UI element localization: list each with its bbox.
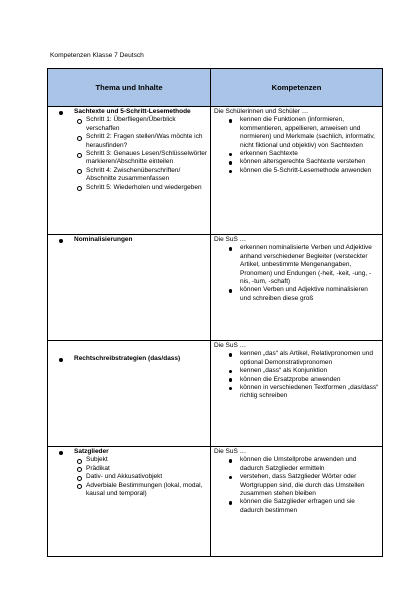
circle-bullet-icon: [77, 119, 82, 124]
topic-label: Sachtexte und 5-Schritt-Lesemethode: [74, 108, 191, 115]
subitem-text: Schritt 3: Genaues Lesen/Schlüsselwörter markieren/Abschnitte einteilen: [86, 150, 208, 166]
topic-item: [50, 236, 208, 244]
bullet-icon: [59, 451, 63, 455]
list-item: [50, 482, 208, 499]
topic-label: Satzglieder: [74, 448, 109, 455]
bullet-icon: [229, 289, 232, 292]
list-item: [213, 384, 380, 401]
list-item: [213, 150, 380, 158]
bullet-icon: [229, 501, 232, 504]
subitem-text: Schritt 1: Überfliegen/Überblick verschaffen: [86, 116, 176, 132]
list-item: [50, 150, 208, 167]
list-item: [213, 367, 380, 375]
subitem-text: Schritt 4: Zwischenüberschriften/ Abschnitte zusammenfassen: [86, 166, 181, 183]
competency-text: können die Umstellprobe anwenden und dadurch Satzglieder ermitteln: [240, 456, 357, 472]
topic-label: Rechtschreibstrategien (das/dass): [74, 355, 181, 362]
list-item: [213, 244, 380, 286]
list-item: [213, 376, 380, 384]
topic-cell: [48, 107, 211, 235]
list-item: [50, 465, 208, 473]
topic-item: [50, 355, 208, 363]
list-item: [50, 116, 208, 133]
competency-text: können die Satzglieder erfragen und sie dadurch bestimmen: [240, 498, 355, 514]
subitem-list: [50, 116, 208, 192]
competency-intro: Die Schülerinnen und Schüler …: [214, 108, 309, 115]
competency-text: kennen „dass“ als Konjunktion: [240, 367, 328, 375]
bullet-icon: [229, 161, 232, 164]
list-item: [50, 184, 208, 192]
bullet-icon: [229, 247, 232, 250]
bullet-icon: [229, 459, 232, 462]
topic-label: Nominalisierungen: [74, 236, 133, 243]
header-topic: Thema und Inhalte: [48, 69, 211, 107]
list-item: [213, 167, 380, 175]
circle-bullet-icon: [77, 136, 82, 141]
circle-bullet-icon: [77, 459, 82, 464]
competency-list: [213, 456, 380, 515]
competency-intro: Die SuS …: [214, 236, 247, 243]
competency-table: [47, 68, 383, 557]
circle-bullet-icon: [77, 484, 82, 489]
competency-text: verstehen, dass Satzglieder Wörter oder Wortgruppen sind, die durch das Umstellen zusammen stehen bleiben: [240, 473, 365, 498]
table-row: [48, 447, 383, 557]
competency-list: [213, 350, 380, 400]
bullet-icon: [229, 370, 232, 373]
bullet-icon: [59, 358, 63, 362]
circle-bullet-icon: [77, 467, 82, 472]
competency-text: kennen „das“ als Artikel, Relativpronomen und optional Demonstrativpronomen: [240, 350, 373, 366]
competency-cell: [211, 235, 383, 341]
subitem-text: Schritt 2: Fragen stellen/Was möchte ich herausfinden?: [86, 133, 203, 149]
list-item: [213, 473, 380, 498]
bullet-icon: [229, 170, 232, 173]
competency-text: können Verben und Adjektive nominalisieren und schreiben diese groß: [240, 286, 368, 302]
competency-list: [213, 244, 380, 303]
list-item: [50, 133, 208, 150]
table-header-row: [48, 69, 383, 107]
bullet-icon: [229, 476, 232, 479]
header-competencies: Kompetenzen: [211, 69, 383, 107]
bullet-icon: [229, 353, 232, 356]
document-title: Kompetenzen Klasse 7 Deutsch: [50, 52, 144, 59]
competency-intro: Die SuS …: [214, 342, 247, 349]
list-item: [213, 116, 380, 150]
bullet-icon: [229, 153, 232, 156]
competency-text: können in verschiedenen Textformen „das/dass“ richtig schreiben: [240, 384, 379, 400]
list-item: [50, 473, 208, 481]
list-item: [50, 167, 208, 184]
competency-intro: Die SuS …: [214, 448, 247, 455]
circle-bullet-icon: [77, 476, 82, 481]
list-item: [50, 456, 208, 464]
competency-list: [213, 116, 380, 175]
competency-text: können die Ersatzprobe anwenden: [240, 375, 341, 383]
list-item: [213, 350, 380, 367]
subitem-text: Prädikat: [86, 464, 110, 472]
circle-bullet-icon: [77, 153, 82, 158]
list-item: [213, 456, 380, 473]
bullet-icon: [229, 119, 232, 122]
competency-text: können die 5-Schritt-Lesemethode anwenden: [240, 166, 372, 174]
circle-bullet-icon: [77, 186, 82, 191]
competency-text: können altersgerechte Sachtexte verstehen: [240, 158, 366, 166]
subitem-text: Adverbiale Bestimmungen (lokal, modal, kausal und temporal): [86, 481, 203, 498]
subitem-text: Schritt 5: Wiederholen und wiedergeben: [86, 183, 202, 191]
subitem-list: [50, 456, 208, 498]
competency-text: erkennen Sachtexte: [240, 150, 298, 158]
competency-cell: [211, 107, 383, 235]
subitem-text: Subjekt: [86, 456, 108, 464]
competency-cell: [211, 341, 383, 447]
competency-text: kennen die Funktionen (informieren, kommentieren, appellieren, anweisen und normieren) und Merkmale (sachlich, informativ, nicht fiktional und objektiv) von Sachtexten: [240, 116, 375, 149]
bullet-icon: [229, 387, 232, 390]
subitem-text: Dativ- und Akkusativobjekt: [86, 473, 163, 481]
table-row: [48, 341, 383, 447]
circle-bullet-icon: [77, 169, 82, 174]
bullet-icon: [229, 378, 232, 381]
table-row: [48, 235, 383, 341]
topic-cell: [48, 235, 211, 341]
bullet-icon: [59, 239, 63, 243]
competency-text: erkennen nominalisierte Verben und Adjektive anhand verschiedener Begleiter (versteckter Artikel, unbestimmte Mengenangaben, Pronomen) und Endungen (-heit, -keit, -ung, -nis, -tum, -schaft): [240, 244, 372, 286]
competency-cell: [211, 447, 383, 557]
topic-cell: [48, 341, 211, 447]
bullet-icon: [59, 111, 63, 115]
list-item: [213, 498, 380, 515]
topic-cell: [48, 447, 211, 557]
topic-item: [50, 448, 208, 456]
list-item: [213, 286, 380, 303]
list-item: [213, 158, 380, 166]
table-row: [48, 107, 383, 235]
